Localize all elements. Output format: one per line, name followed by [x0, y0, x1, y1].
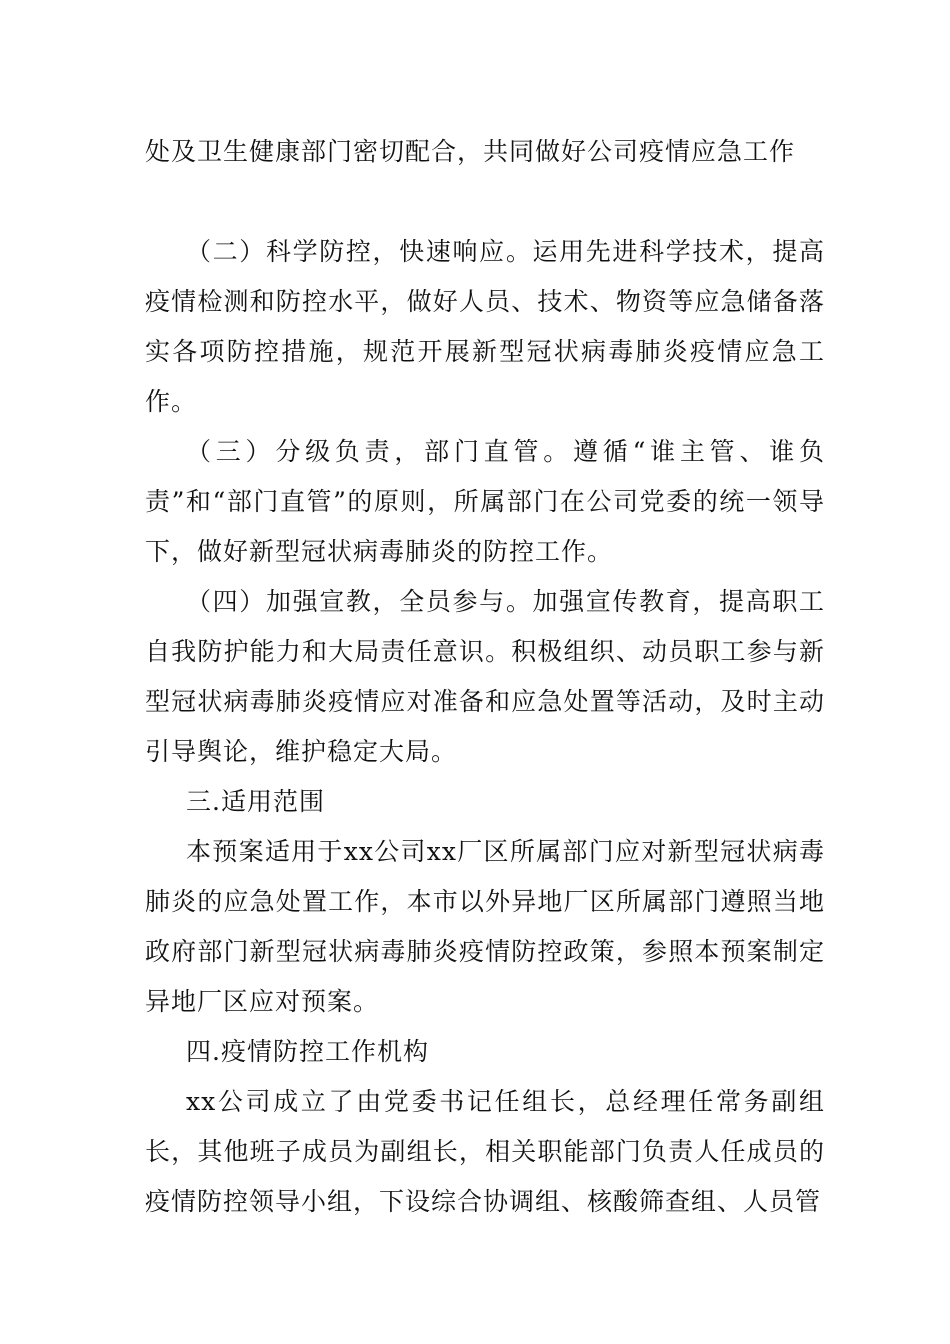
section-heading-scope: 三.适用范围: [186, 787, 325, 816]
paragraph-scope: 本预案适用于xx公司xx厂区所属部门应对新型冠状病毒肺炎的应急处置工作，本市以外异地厂区所属部门遵照当地政府部门新型冠状病毒肺炎疫情防控政策，参照本预案制定异地厂区应对预案。: [145, 837, 825, 1016]
paragraph-continuation: 处及卫生健康部门密切配合，共同做好公司疫情应急工作: [145, 137, 796, 166]
paragraph-scientific-prevention: （二）科学防控，快速响应。运用先进科学技术，提高疫情检测和防控水平，做好人员、技术、物资等应急储备落实各项防控措施，规范开展新型冠状病毒肺炎疫情应急工作。: [145, 237, 825, 416]
paragraph-graded-responsibility: （三）分级负责，部门直管。遵循“谁主管、谁负责”和“部门直管”的原则，所属部门在公司党委的统一领导下，做好新型冠状病毒肺炎的防控工作。: [145, 437, 825, 566]
paragraph-organization: xx公司成立了由党委书记任组长，总经理任常务副组长，其他班子成员为副组长，相关职能部门负责人任成员的疫情防控领导小组，下设综合协调组、核酸筛查组、人员管: [145, 1087, 825, 1216]
paragraph-publicity-education: （四）加强宣教，全员参与。加强宣传教育，提高职工自我防护能力和大局责任意识。积极组织、动员职工参与新型冠状病毒肺炎疫情应对准备和应急处置等活动，及时主动引导舆论，维护稳定大局。: [145, 587, 825, 766]
section-heading-organization: 四.疫情防控工作机构: [186, 1037, 429, 1066]
